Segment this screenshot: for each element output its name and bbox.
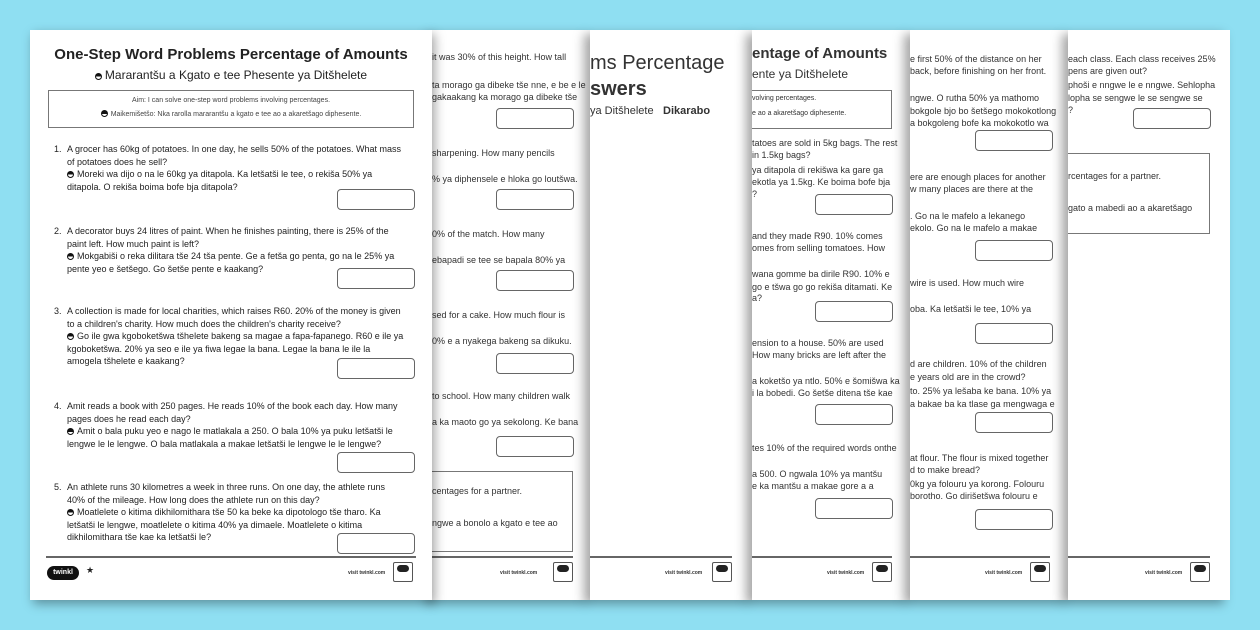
page-text-line: w many places are there at the [910, 184, 1034, 194]
answer-box[interactable] [975, 240, 1053, 261]
page-text-line: a? [752, 293, 763, 303]
question-4 [54, 400, 404, 450]
quality-badge-icon [872, 562, 892, 582]
page-text-line: entage of Amounts [752, 45, 888, 62]
question-sepedi: Amit o bala puku yeo e nago le matlakala a 250. O bala 10% ya puku letšatši le lengwe le le lengwe. O bala matlakala a makae letšatši le lengwe le le lengwe? [67, 426, 393, 449]
footer-link[interactable]: visit twinkl.com [827, 570, 865, 576]
page-text-line: ms Percentage [590, 52, 725, 74]
question-english: A decorator buys 24 litres of paint. When he finishes painting, there is 25% of the paint left. How much paint is left? [67, 226, 389, 249]
page-text-line: in 1.5kg bags? [752, 150, 811, 160]
page-text-line: a bokgoleng bofe ka mokokotlo wa [910, 118, 1049, 128]
page-text-line: ngwe. O rutha 50% ya mathomo [910, 93, 1040, 103]
answer-box[interactable] [337, 358, 415, 379]
page-text-line: ? [1068, 105, 1074, 115]
page-text-line: each class. Each class receives 25% [1068, 54, 1216, 64]
answer-box[interactable] [975, 412, 1053, 433]
language-globe-icon [67, 333, 74, 340]
page-text-line: Dikarabo [663, 105, 711, 117]
aim-sepedi: Maikemišetšo: Nka rarolla mararantšu a kgato e tee ao a akaretšago diphesente. [49, 110, 413, 118]
page-text-line: . Go na le mafelo a lekanego [910, 211, 1026, 221]
page-text-line: ere are enough places for another [910, 172, 1046, 182]
answer-box[interactable] [815, 404, 893, 425]
page-text-line: wire is used. How much wire [910, 278, 1025, 288]
page-text-line: centages for a partner. [432, 486, 523, 496]
aim-english: Aim: I can solve one-step word problems involving percentages. [131, 97, 331, 104]
page-text-line: ta morago ga dibeke tše nne, e be e le [432, 80, 586, 90]
page-text-line: ension to a house. 50% are used [752, 338, 884, 348]
quality-badge-icon [553, 562, 573, 582]
question-english: A collection is made for local charities, which raises R60. 20% of the money is given to a children's charity. How much does the children's charity receive? [67, 306, 401, 329]
page-text-line: ekotla ya 1.5kg. Ke boima bofe bja [752, 177, 891, 187]
footer-divider [1068, 556, 1210, 558]
answer-box[interactable] [815, 301, 893, 322]
page-text-line: go e tšwa go go rekiša ditamati. Ke [752, 282, 893, 292]
question-number: 5. [54, 482, 62, 492]
page-text-line: sed for a cake. How much flour is [432, 310, 566, 320]
page-text-line: 0% of the match. How many [432, 229, 545, 239]
page-text-line: ngwe a bonolo a kgato e tee ao [432, 518, 558, 528]
page-text-line: back, before finishing on her front. [910, 66, 1047, 76]
quality-badge-icon [1190, 562, 1210, 582]
language-globe-icon [67, 171, 74, 178]
page-text-line: i la bobedi. Go šetše ditena tše kae [752, 388, 893, 398]
worksheet-page-5 [910, 30, 1070, 600]
footer-divider [46, 556, 416, 558]
page-title: One-Step Word Problems Percentage of Amounts [54, 46, 408, 63]
page-text-line: and they made R90. 10% comes [752, 231, 883, 241]
page-text-line: 0% e a nyakega bakeng sa dikuku. [432, 336, 572, 346]
question-sepedi: Moatlelete o kitima dikhilomithara tše 50 ka beke ka dipotologo tše tharo. Ka letšatši le lengwe, moatlelete o kitima 40% ya dimaele. Moatlelete o kitima dikhilomithara tše kae ka letšatši le? [67, 507, 381, 542]
quality-badge-icon [712, 562, 732, 582]
question-english: Amit reads a book with 250 pages. He reads 10% of the book each day. How many pages does he read each day? [67, 401, 398, 424]
page-text-line: to school. How many children walk [432, 391, 571, 401]
page-text-line: pens are given out? [1068, 66, 1148, 76]
answer-box[interactable] [975, 509, 1053, 530]
quality-badge-icon [1030, 562, 1050, 582]
language-globe-icon [101, 110, 108, 117]
page-text-line: e years old are in the crowd? [910, 372, 1026, 382]
footer-link[interactable]: visit twinkl.com [985, 570, 1023, 576]
answer-box[interactable] [337, 268, 415, 289]
answer-box[interactable] [496, 189, 574, 210]
page-text-line: e first 50% of the distance on her [910, 54, 1042, 64]
language-globe-icon [67, 253, 74, 260]
question-1 [54, 143, 404, 193]
page-text-line: swers [590, 78, 647, 100]
answer-box[interactable] [496, 353, 574, 374]
answer-box[interactable] [815, 194, 893, 215]
page-text-line: it was 30% of this height. How tall [432, 52, 567, 62]
star-icon: ★ [86, 565, 95, 575]
answer-box[interactable] [496, 108, 574, 129]
answer-box[interactable] [496, 436, 574, 457]
worksheet-page-3 [590, 30, 754, 600]
page-text-line: sharpening. How many pencils [432, 148, 555, 158]
page-text-line: lopha se sengwe le se sengwe se [1068, 93, 1203, 103]
page-text-line: d are children. 10% of the children [910, 359, 1047, 369]
page-text-line: How many bricks are left after the [752, 350, 887, 360]
worksheet-page-6 [1068, 30, 1230, 600]
footer-divider [910, 556, 1050, 558]
footer-link[interactable]: visit twinkl.com [348, 570, 386, 576]
worksheet-page-4 [752, 30, 912, 600]
page-text-line: ebapadi se tee se bapala 80% ya [432, 255, 566, 265]
page-text-line: volving percentages. [752, 95, 817, 102]
aim-box [48, 90, 414, 128]
page-text-line: borotho. Go dirišetšwa folouru e [910, 491, 1038, 501]
page-text-line: ya ditapola di rekišwa ka gare ga [752, 165, 884, 175]
page-text-line: e ao a akaretšago diphesente. [752, 110, 847, 117]
page-text-line: ya Ditšhelete [590, 105, 654, 117]
page-text-line: d to make bread? [910, 465, 981, 475]
quality-badge-icon [393, 562, 413, 582]
footer-link[interactable]: visit twinkl.com [665, 570, 703, 576]
answer-box[interactable] [337, 452, 415, 473]
partner-task-box [432, 471, 573, 552]
page-text-line: oba. Ka letšatši le tee, 10% ya [910, 304, 1032, 314]
question-number: 3. [54, 306, 62, 316]
page-text-line: % ya diphensele e hloka go loutšwa. [432, 174, 578, 184]
question-number: 4. [54, 401, 62, 411]
answer-box[interactable] [815, 498, 893, 519]
page-text-line: at flour. The flour is mixed together [910, 453, 1049, 463]
partner-task-box [1068, 153, 1210, 234]
page-text-line: a bakae ba ka tlase ga mengwaga e [910, 399, 1055, 409]
page-text-line: tatoes are sold in 5kg bags. The rest [752, 138, 898, 148]
answer-box[interactable] [975, 130, 1053, 151]
page-text-line: ente ya Ditšhelete [752, 67, 849, 81]
footer-divider [752, 556, 892, 558]
question-english: An athlete runs 30 kilometres a week in three runs. On one day, the athlete runs 40% of the mileage. How long does the athlete run on this day? [67, 482, 386, 505]
answer-box[interactable] [496, 270, 574, 291]
page-text-line: gato a mabedi ao a akaretšago [1068, 203, 1193, 213]
question-number: 1. [54, 144, 62, 154]
answer-box[interactable] [337, 533, 415, 554]
page-text-line: 0kg ya folouru ya korong. Folouru [910, 479, 1045, 489]
footer-divider [432, 556, 573, 558]
question-sepedi: Moreki wa dijo o na le 60kg ya ditapola. Ka letšatši le tee, o rekiša 50% ya ditapola. O rekiša boima bofe bja ditapola? [67, 169, 373, 192]
language-globe-icon [67, 428, 74, 435]
question-number: 2. [54, 226, 62, 236]
page-text-line: a 500. O ngwala 10% ya mantšu [752, 469, 883, 479]
answer-box[interactable] [337, 189, 415, 210]
language-globe-icon [67, 509, 74, 516]
page-subtitle: Mararantšu a Kgato e tee Phesente ya Ditšhelete [30, 68, 432, 82]
worksheet-page-2 [432, 30, 592, 600]
footer-link[interactable]: visit twinkl.com [500, 570, 538, 576]
page-text-line: a ka maoto go ya sekolong. Ke bana [432, 417, 579, 427]
page-text-line: e ka mantšu a makae gore a a [752, 481, 874, 491]
footer-link[interactable]: visit twinkl.com [1145, 570, 1183, 576]
worksheet-page-front [30, 30, 432, 600]
page-text-line: ? [752, 189, 758, 199]
language-globe-icon [95, 73, 102, 80]
footer-divider [590, 556, 732, 558]
page-text-line: to. 25% ya lešaba ke bana. 10% ya [910, 386, 1052, 396]
answer-box[interactable] [1133, 108, 1211, 129]
page-text-line: a koketšo ya ntlo. 50% e šomišwa ka [752, 376, 900, 386]
twinkl-logo: twinkl [47, 566, 79, 580]
question-english: A grocer has 60kg of potatoes. In one day, he sells 50% of the potatoes. What mass of potatoes does he sell? [67, 144, 402, 167]
page-text-line: tes 10% of the required words onthe [752, 443, 897, 453]
page-text-line: omes from selling tomatoes. How [752, 243, 886, 253]
page-text-line: gakaakang ka morago ga dibeke tše [432, 92, 578, 102]
page-text-line: ekolo. Go na le mafelo a makae [910, 223, 1038, 233]
question-sepedi: Mokgabiši o reka dilitara tše 24 tša pente. Ge a fetša go penta, go na le 25% ya pente yeo e šetšego. Go šetše pente e kaakang? [67, 251, 395, 274]
page-text-line: wana gomme ba dirile R90. 10% e [752, 269, 890, 279]
answer-box[interactable] [975, 323, 1053, 344]
question-sepedi: Go ile gwa kgoboketšwa tšhelete bakeng sa magae a fapa-fapanego. R60 e ile ya kgoboketšwa. 20% ya seo e ile ya fiwa legae la bana. Legae la bana le ile la amogela tšhelete e kaakang? [67, 331, 404, 366]
page-text-line: phoši e nngwe le e nngwe. Sehlopha [1068, 80, 1216, 90]
page-text-line: rcentages for a partner. [1068, 171, 1162, 181]
page-text-line: bokgole bjo bo šetšego mokokotlong [910, 106, 1057, 116]
